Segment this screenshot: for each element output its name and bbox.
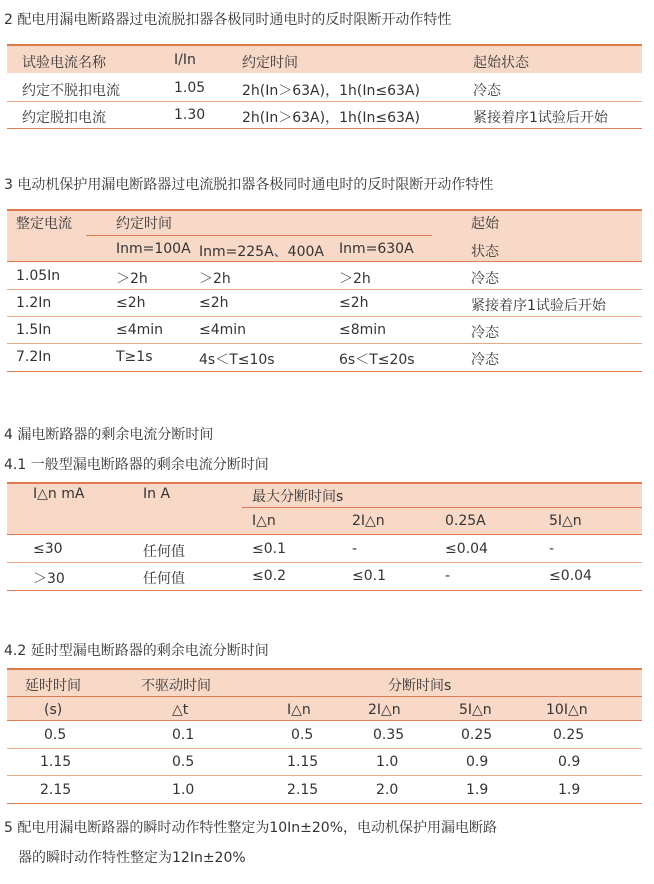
table-cell: 1.0 bbox=[172, 782, 195, 798]
table-cell: 任何值 bbox=[143, 544, 185, 560]
table-cell: 0.25 bbox=[461, 727, 493, 743]
section4-title: 4 漏电断路器的剩余电流分断时间 bbox=[4, 427, 214, 443]
section4-2-sub-6: 10I△n bbox=[546, 702, 588, 718]
table-cell: ≤0.04 bbox=[549, 568, 592, 584]
table-cell: 0.9 bbox=[558, 754, 581, 770]
table-cell: 冷态 bbox=[471, 271, 499, 287]
section4-1-col-idn: I△n mA bbox=[33, 486, 85, 502]
section4-2-col-nodrive: 不驱动时间 bbox=[141, 678, 211, 694]
table-cell: ≤30 bbox=[33, 541, 63, 557]
table-cell: 冷态 bbox=[471, 352, 499, 368]
section3-bottom-rule bbox=[7, 371, 642, 372]
section4-1-sub-2: 2I△n bbox=[352, 513, 385, 529]
row-separator bbox=[7, 775, 642, 776]
section4-1-max-underline bbox=[242, 507, 642, 508]
table-cell: ≤0.04 bbox=[445, 541, 488, 557]
table-cell: 2.15 bbox=[40, 782, 72, 798]
table-cell: 2h(In＞63A)，1h(In≤63A) bbox=[242, 110, 420, 126]
table-cell: 1.15 bbox=[40, 754, 72, 770]
section4-1-top-rule bbox=[7, 482, 642, 484]
row-separator bbox=[7, 562, 642, 563]
row-separator bbox=[7, 289, 642, 290]
table-cell: 1.5In bbox=[16, 322, 52, 338]
section2-title: 2 配电用漏电断路器过电流脱扣器各极同时通电时的反时限断开动作特性 bbox=[4, 12, 452, 28]
section4-1-col-in: In A bbox=[143, 486, 171, 502]
table-cell: 7.2In bbox=[16, 349, 52, 365]
section4-1-sub-3: 0.25A bbox=[445, 513, 486, 529]
table-cell: 冷态 bbox=[471, 325, 499, 341]
section4-2-header-rule bbox=[7, 720, 642, 721]
section4-2-mid-rule bbox=[7, 696, 642, 697]
table-cell: ≤0.2 bbox=[252, 568, 286, 584]
table-cell: 紧接着序1试验后开始 bbox=[471, 298, 606, 314]
table-cell: 任何值 bbox=[143, 571, 185, 587]
section3-time-underline bbox=[86, 235, 432, 236]
row-separator bbox=[7, 316, 642, 317]
table-cell: ≤2h bbox=[116, 295, 146, 311]
section4-2-bottom-rule bbox=[7, 803, 642, 804]
table-cell: 0.35 bbox=[373, 727, 405, 743]
section3-col-start-2: 状态 bbox=[471, 244, 499, 260]
section4-2-col-delay: 延时时间 bbox=[25, 678, 81, 694]
section3-col-start-1: 起始 bbox=[471, 216, 499, 232]
table-cell: ＞2h bbox=[199, 271, 231, 287]
table-cell: 紧接着序1试验后开始 bbox=[473, 110, 608, 126]
table-cell: 2h(In＞63A)，1h(In≤63A) bbox=[242, 83, 420, 99]
table-cell: 0.5 bbox=[172, 754, 195, 770]
table-cell: 1.9 bbox=[466, 782, 489, 798]
section2-top-rule bbox=[7, 44, 642, 46]
section3-header-rule bbox=[7, 261, 642, 262]
section2-col-time: 约定时间 bbox=[242, 55, 298, 71]
table-cell: 0.9 bbox=[466, 754, 489, 770]
row-separator bbox=[7, 748, 642, 749]
table-cell: ≤4min bbox=[199, 322, 247, 338]
section4-1-title: 4.1 一般型漏电断路器的剩余电流分断时间 bbox=[4, 457, 269, 473]
table-cell: ≤4min bbox=[116, 322, 164, 338]
table-cell: ≤8min bbox=[339, 322, 387, 338]
section3-sub-630a: Inm=630A bbox=[339, 241, 414, 257]
table-cell: 1.9 bbox=[558, 782, 581, 798]
table-cell: 1.05 bbox=[174, 80, 206, 96]
section3-col-time: 约定时间 bbox=[116, 216, 172, 232]
section4-1-header-rule bbox=[7, 534, 642, 535]
table-cell: ＞30 bbox=[33, 571, 65, 587]
section4-1-sub-4: 5I△n bbox=[549, 513, 582, 529]
section4-1-sub-1: I△n bbox=[252, 513, 276, 529]
table-cell: 0.1 bbox=[172, 727, 195, 743]
table-cell: 0.5 bbox=[44, 727, 67, 743]
section4-1-col-max: 最大分断时间s bbox=[252, 489, 344, 505]
section4-2-sub-4: 2I△n bbox=[368, 702, 401, 718]
section4-2-sub-1: (s) bbox=[44, 702, 63, 718]
section4-2-sub-2: △t bbox=[172, 702, 189, 718]
table-cell: 0.25 bbox=[553, 727, 585, 743]
section2-col-name: 试验电流名称 bbox=[22, 55, 106, 71]
section3-top-rule bbox=[7, 209, 642, 211]
section2-col-ratio: I/In bbox=[174, 52, 196, 68]
section3-sub-225a: Inm=225A、400A bbox=[199, 244, 324, 260]
table-cell: ≤0.1 bbox=[352, 568, 386, 584]
table-cell: 1.2In bbox=[16, 295, 52, 311]
table-cell: 约定脱扣电流 bbox=[22, 110, 106, 126]
table-cell: 0.5 bbox=[291, 727, 314, 743]
table-cell: 2.0 bbox=[376, 782, 399, 798]
table-cell: ＞2h bbox=[339, 271, 371, 287]
table-cell: ≤0.1 bbox=[252, 541, 286, 557]
table-cell: 冷态 bbox=[473, 83, 501, 99]
table-cell: 1.15 bbox=[287, 754, 319, 770]
table-cell: 6s＜T≤20s bbox=[339, 352, 415, 368]
table-cell: - bbox=[445, 568, 451, 584]
table-cell: 2.15 bbox=[287, 782, 319, 798]
table-cell: T≥1s bbox=[116, 349, 153, 365]
section4-1-bottom-rule bbox=[7, 590, 642, 591]
section3-title: 3 电动机保护用漏电断路器过电流脱扣器各极同时通电时的反时限断开动作特性 bbox=[4, 177, 494, 193]
table-cell: 4s＜T≤10s bbox=[199, 352, 275, 368]
section5-line1: 5 配电用漏电断路器的瞬时动作特性整定为10In±20%，电动机保护用漏电断路 bbox=[4, 820, 498, 836]
section4-2-col-break: 分断时间s bbox=[388, 678, 452, 694]
table-cell: ≤2h bbox=[339, 295, 369, 311]
table-cell: ＞2h bbox=[116, 271, 148, 287]
table-cell: - bbox=[352, 541, 358, 557]
section3-col-setting: 整定电流 bbox=[16, 216, 72, 232]
section3-sub-100a: Inm=100A bbox=[116, 241, 191, 257]
section2-bottom-rule bbox=[7, 128, 642, 129]
section2-col-state: 起始状态 bbox=[473, 55, 529, 71]
section4-2-top-rule bbox=[7, 668, 642, 670]
table-cell: - bbox=[549, 541, 555, 557]
section5-line2: 器的瞬时动作特性整定为12In±20% bbox=[18, 850, 246, 866]
table-cell: 1.0 bbox=[376, 754, 399, 770]
table-cell: 1.30 bbox=[174, 107, 206, 123]
section4-2-sub-3: I△n bbox=[287, 702, 311, 718]
table-cell: 1.05In bbox=[16, 268, 61, 284]
table-cell: ≤2h bbox=[199, 295, 229, 311]
table-cell: 约定不脱扣电流 bbox=[22, 83, 120, 99]
row-separator bbox=[7, 343, 642, 344]
row-separator bbox=[7, 101, 642, 102]
section4-2-sub-5: 5I△n bbox=[459, 702, 492, 718]
section4-2-title: 4.2 延时型漏电断路器的剩余电流分断时间 bbox=[4, 643, 269, 659]
